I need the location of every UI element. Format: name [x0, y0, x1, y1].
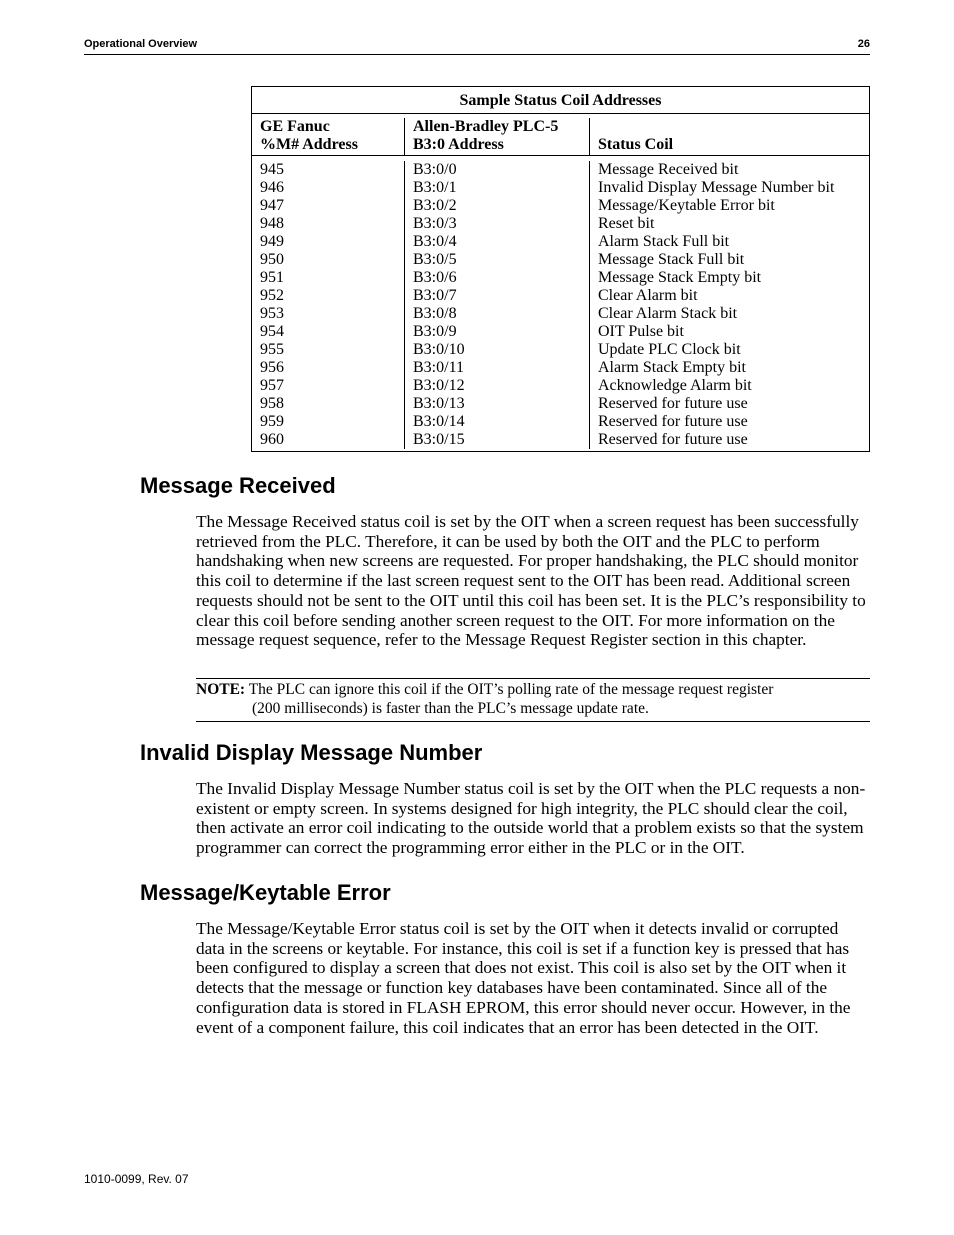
section-body-message-received: The Message Received status coil is set by the OIT when a screen request has been successfully retrieved from the PLC. Therefore, it can be used by both the OIT and the PLC to perform handshaking when new screens are requested. For proper handshaking, the PLC should monitor this coil to determine if the last screen request sent to the OIT has been read. Additional screen requests should not be sent to the OIT until this coil has been set. It is the PLC’s responsibility to clear this coil before sending another screen request to the OIT. For more information on the message request sequence, refer to the Message Request Register section in this chapter.	[196, 512, 866, 650]
table-cell: B3:0/8	[413, 305, 457, 322]
table-cell: Invalid Display Message Number bit	[598, 179, 835, 196]
table-cell: 955	[260, 341, 284, 358]
table-cell: 953	[260, 305, 284, 322]
table-body	[252, 156, 869, 451]
table-cell: 954	[260, 323, 284, 340]
table-cell: 960	[260, 431, 284, 448]
header-line: GE Fanuc	[260, 118, 330, 135]
table-header-ge-fanuc	[252, 118, 404, 155]
header-section-title: Operational Overview	[84, 38, 198, 50]
running-header	[84, 38, 870, 55]
table-cell: Clear Alarm bit	[598, 287, 698, 304]
footer-doc-id: 1010-0099, Rev. 07	[84, 1172, 189, 1186]
header-line: B3:0 Address	[413, 136, 504, 153]
table-cell: B3:0/2	[413, 197, 457, 214]
table-cell: Alarm Stack Full bit	[598, 233, 730, 250]
note-text-line1: The PLC can ignore this coil if the OIT’s polling rate of the message request register	[248, 681, 774, 698]
status-coil-table	[251, 86, 870, 452]
table-cell: Update PLC Clock bit	[598, 341, 741, 358]
table-cell: Clear Alarm Stack bit	[598, 305, 738, 322]
table-cell: B3:0/4	[413, 233, 457, 250]
table-cell: B3:0/1	[413, 179, 457, 196]
table-cell: 946	[260, 179, 284, 196]
table-cell: 951	[260, 269, 284, 286]
table-cell: Reset bit	[598, 215, 655, 232]
table-cell: Reserved for future use	[598, 413, 748, 430]
table-cell: B3:0/9	[413, 323, 457, 340]
table-cell: 950	[260, 251, 284, 268]
table-cell: Alarm Stack Empty bit	[598, 359, 746, 376]
note-label: NOTE:	[196, 681, 246, 698]
table-column-ge-fanuc	[252, 161, 404, 449]
table-cell: 959	[260, 413, 284, 430]
table-cell: 949	[260, 233, 284, 250]
note-text-line2: (200 milliseconds) is faster than the PLC’s message update rate.	[252, 699, 649, 717]
table-cell: 952	[260, 287, 284, 304]
section-heading-keytable-error: Message/Keytable Error	[140, 880, 391, 905]
section-body-keytable-error: The Message/Keytable Error status coil is set by the OIT when it detects invalid or corrupted data in the screens or keytable. For instance, this coil is set if a function key is pressed that has been configured to display a screen that does not exist. This coil is also set by the OIT when it detects that the message or function key databases have been contaminated. Since all of the configuration data is stored in FLASH EPROM, this error should never occur. However, in the event of a component failure, this coil indicates that an error has been detected in the OIT.	[196, 919, 851, 1037]
section-heading-invalid-display: Invalid Display Message Number	[140, 740, 483, 765]
table-cell: 948	[260, 215, 284, 232]
table-cell: B3:0/12	[413, 377, 465, 394]
table-header-allen-bradley	[404, 118, 589, 155]
table-cell: Message Stack Empty bit	[598, 269, 762, 286]
table-column-allen-bradley	[404, 161, 589, 449]
header-line: Status Coil	[598, 136, 674, 153]
header-line	[598, 118, 602, 135]
table-cell: Reserved for future use	[598, 431, 748, 448]
table-column-status-coil	[589, 161, 869, 449]
table-cell: Message/Keytable Error bit	[598, 197, 775, 214]
header-line: %M# Address	[260, 136, 358, 153]
table-cell: 945	[260, 161, 284, 178]
table-cell: B3:0/14	[413, 413, 465, 430]
table-cell: 957	[260, 377, 284, 394]
table-header-status-coil	[589, 118, 869, 155]
table-cell: B3:0/5	[413, 251, 457, 268]
table-cell: B3:0/7	[413, 287, 457, 304]
section-body-invalid-display: The Invalid Display Message Number status coil is set by the OIT when the PLC requests a non-existent or empty screen. In systems designed for high integrity, the PLC should clear the coil, then activate an error coil indicating to the outside world that a problem exists so that the system programmer can correct the programming error either in the PLC or in the OIT.	[196, 779, 866, 858]
table-cell: B3:0/10	[413, 341, 465, 358]
table-cell: Message Received bit	[598, 161, 739, 178]
table-cell: B3:0/11	[413, 359, 464, 376]
table-cell: B3:0/15	[413, 431, 465, 448]
header-line: Allen-Bradley PLC-5	[413, 118, 559, 135]
header-page-number: 26	[857, 38, 870, 50]
table-cell: 956	[260, 359, 284, 376]
table-cell: B3:0/3	[413, 215, 457, 232]
table-caption: Sample Status Coil Addresses	[252, 89, 869, 114]
table-cell: Message Stack Full bit	[598, 251, 745, 268]
table-cell: B3:0/13	[413, 395, 465, 412]
table-cell: 958	[260, 395, 284, 412]
table-cell: Acknowledge Alarm bit	[598, 377, 752, 394]
table-cell: B3:0/6	[413, 269, 457, 286]
table-cell: OIT Pulse bit	[598, 323, 684, 340]
note-box	[196, 678, 870, 722]
table-cell: B3:0/0	[413, 161, 457, 178]
table-cell: 947	[260, 197, 284, 214]
section-heading-message-received: Message Received	[140, 473, 336, 498]
table-cell: Reserved for future use	[598, 395, 748, 412]
table-header-row	[252, 114, 869, 156]
